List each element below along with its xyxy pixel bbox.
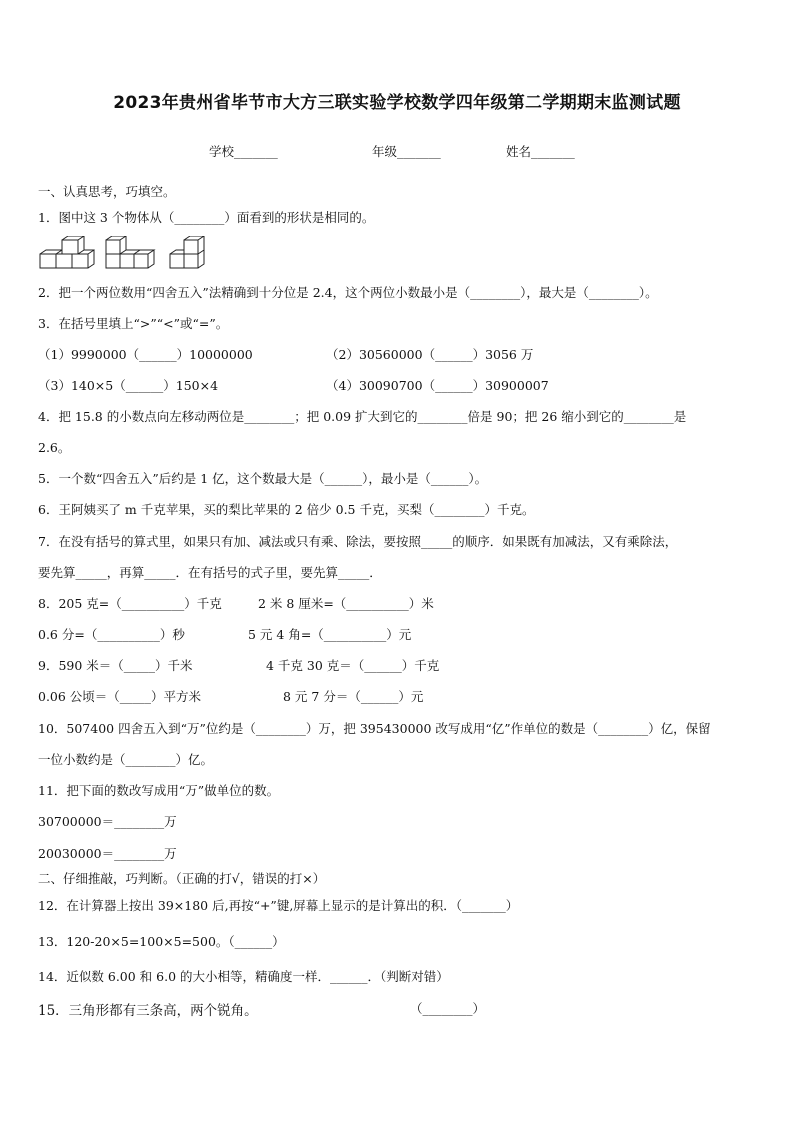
- section-2-heading: 二、仔细推敲，巧判断。（正确的打√，错误的打×）: [38, 871, 326, 886]
- question-2: 2．把一个两位数用“四舍五入”法精确到十分位是 2.4，这个两位小数最小是（________），最大是（________）。: [38, 285, 658, 300]
- page-title: 2023年贵州省毕节市大方三联实验学校数学四年级第二学期期末监测试题: [113, 93, 681, 113]
- name-field: 姓名_______: [506, 144, 575, 159]
- question-10-line-1: 10．507400 四舍五入到“万”位约是（________）万，把 395430000 改写成用“亿”作单位的数是（________）亿，保留: [38, 721, 711, 736]
- question-3-1: （1）9990000（______）10000000: [38, 347, 253, 362]
- question-12: 12．在计算器上按出 39×180 后,再按“+”键,屏幕上显示的是计算出的积．（_______）: [38, 898, 519, 913]
- question-3-4: （4）30090700（______）30900007: [326, 378, 549, 393]
- question-8-4: 5 元 4 角=（__________）元: [248, 627, 412, 642]
- question-10-line-2: 一位小数约是（________）亿。: [38, 752, 214, 767]
- question-3-3: （3）140×5（______）150×4: [38, 378, 219, 393]
- cube-figures: [38, 236, 218, 274]
- question-4-line-1: 4．把 15.8 的小数点向左移动两位是________；把 0.09 扩大到它的________倍是 90；把 26 缩小到它的________是: [38, 409, 687, 424]
- question-5: 5．一个数“四舍五入”后约是 1 亿，这个数最大是（______），最小是（______）。: [38, 471, 488, 486]
- question-9-1: 9．590 米＝（_____）千米: [38, 658, 193, 673]
- question-6: 6．王阿姨买了 m 千克苹果，买的梨比苹果的 2 倍少 0.5 千克，买梨（________）千克。: [38, 502, 535, 517]
- question-15-blank: （________）: [410, 1001, 486, 1016]
- question-11-1: 30700000＝________万: [38, 814, 177, 829]
- question-11-2: 20030000＝________万: [38, 846, 177, 861]
- question-14: 14．近似数 6.00 和 6.0 的大小相等，精确度一样．______．（判断对错）: [38, 969, 449, 984]
- question-9-2: 4 千克 30 克＝（______）千克: [266, 658, 440, 673]
- section-1-heading: 一、认真思考，巧填空。: [38, 184, 176, 199]
- question-3-2: （2）30560000（______）3056 万: [326, 347, 534, 362]
- question-1: 1．图中这 3 个物体从（________）面看到的形状是相同的。: [38, 210, 375, 225]
- question-3: 3．在括号里填上“>”“<”或“=”。: [38, 316, 229, 331]
- school-field: 学校_______: [209, 144, 278, 159]
- question-9-3: 0.06 公顷＝（_____）平方米: [38, 689, 202, 704]
- question-7-line-1: 7．在没有括号的算式里，如果只有加、减法或只有乘、除法，要按照_____的顺序．如果既有加减法，又有乘除法，: [38, 534, 678, 549]
- cube-figure-2: [104, 236, 156, 272]
- question-8-1: 8．205 克=（__________）千克: [38, 596, 222, 611]
- question-7-line-2: 要先算_____，再算_____．在有括号的式子里，要先算_____．: [38, 565, 382, 580]
- cube-figure-1: [38, 236, 98, 272]
- question-9-4: 8 元 7 分＝（______）元: [283, 689, 424, 704]
- question-8-2: 2 米 8 厘米=（__________）米: [258, 596, 434, 611]
- question-15: 15．三角形都有三条高，两个锐角。: [38, 1003, 258, 1019]
- cube-figure-3: [168, 236, 208, 272]
- question-11: 11．把下面的数改写成用“万”做单位的数。: [38, 783, 280, 798]
- question-8-3: 0.6 分=（__________）秒: [38, 627, 185, 642]
- question-4-line-2: 2.6。: [38, 440, 71, 455]
- grade-field: 年级_______: [372, 144, 441, 159]
- question-13: 13．120-20×5=100×5=500。（______）: [38, 934, 285, 949]
